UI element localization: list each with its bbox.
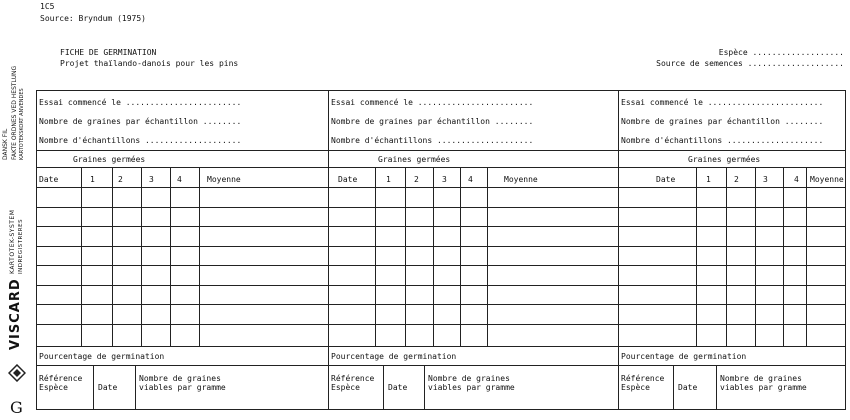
col-date: Date: [39, 175, 59, 184]
viables-label: viables par gramme: [428, 383, 515, 392]
graines-par-echantillon-label: Nombre de graines par échantillon ........: [331, 117, 534, 126]
col-4: 4: [177, 175, 182, 184]
col-date: Date: [656, 175, 676, 184]
date-label: Date: [388, 383, 408, 392]
sheet-code: 1C5: [40, 2, 55, 11]
pourcentage-label: Pourcentage de germination: [39, 352, 165, 361]
brand-logo: VISCARD: [8, 278, 23, 350]
graines-germees-heading: Graines germées: [73, 155, 146, 164]
essai-label: Essai commencé le ........................: [39, 98, 242, 107]
col-2: 2: [734, 175, 739, 184]
col-4: 4: [794, 175, 799, 184]
pourcentage-label: Pourcentage de germination: [331, 352, 457, 361]
viables-label: viables par gramme: [720, 383, 807, 392]
strip-text-1: DANSK FIL: [2, 128, 9, 160]
germination-panel-2: [328, 90, 618, 410]
graines-germees-heading: Graines germées: [378, 155, 451, 164]
col-3: 3: [442, 175, 447, 184]
germination-panel-1: [36, 90, 328, 410]
germination-form: [36, 90, 846, 410]
strip-text-2: FAKTE ORDNES VED HESTLUNG: [11, 65, 18, 160]
reference-label: Référence: [621, 374, 665, 383]
col-3: 3: [149, 175, 154, 184]
essai-label: Essai commencé le ........................: [621, 98, 824, 107]
strip-register-text: INDREGISTRERES: [18, 218, 24, 274]
espece-label: Espèce: [39, 383, 68, 392]
pourcentage-label: Pourcentage de germination: [621, 352, 747, 361]
col-1: 1: [706, 175, 711, 184]
nombre-echantillons-label: Nombre d'échantillons ....................: [621, 136, 824, 145]
source-citation: Source: Bryndum (1975): [40, 14, 146, 23]
nombre-echantillons-label: Nombre d'échantillons ....................: [39, 136, 242, 145]
col-moyenne: Moyenne: [504, 175, 538, 184]
card-side-strip: [0, 0, 36, 420]
form-title: FICHE DE GERMINATION: [60, 48, 157, 57]
essai-label: Essai commencé le ........................: [331, 98, 534, 107]
date-label: Date: [98, 383, 118, 392]
espece-field-label: Espèce ...................: [718, 48, 844, 57]
col-4: 4: [468, 175, 473, 184]
date-label: Date: [678, 383, 698, 392]
col-moyenne: Moyenne: [207, 175, 241, 184]
espece-label: Espèce: [621, 383, 650, 392]
espece-label: Espèce: [331, 383, 360, 392]
reference-label: Référence: [331, 374, 375, 383]
strip-text-3: KARTOTEKSKORT ANVENDES: [19, 88, 25, 160]
graines-par-echantillon-label: Nombre de graines par échantillon ........: [621, 117, 824, 126]
col-1: 1: [386, 175, 391, 184]
graines-par-echantillon-label: Nombre de graines par échantillon ........: [39, 117, 242, 126]
col-1: 1: [90, 175, 95, 184]
nombre-graines-label: Nombre de graines: [139, 374, 221, 383]
brand-emblem-icon: [8, 364, 26, 382]
nombre-graines-label: Nombre de graines: [720, 374, 802, 383]
col-2: 2: [414, 175, 419, 184]
col-date: Date: [338, 175, 358, 184]
col-3: 3: [763, 175, 768, 184]
col-moyenne: Moyenne: [810, 175, 844, 184]
col-2: 2: [118, 175, 123, 184]
strip-letter: G: [10, 398, 23, 417]
strip-system-text: KARTOTEK-SYSTEM: [9, 209, 16, 274]
form-subtitle: Projet thaïlando-danois pour les pins: [60, 59, 239, 68]
nombre-graines-label: Nombre de graines: [428, 374, 510, 383]
reference-label: Référence: [39, 374, 83, 383]
graines-germees-heading: Graines germées: [688, 155, 761, 164]
source-semences-field-label: Source de semences ....................: [656, 59, 844, 68]
viables-label: viables par gramme: [139, 383, 226, 392]
nombre-echantillons-label: Nombre d'échantillons ....................: [331, 136, 534, 145]
germination-panel-3: [618, 90, 846, 410]
